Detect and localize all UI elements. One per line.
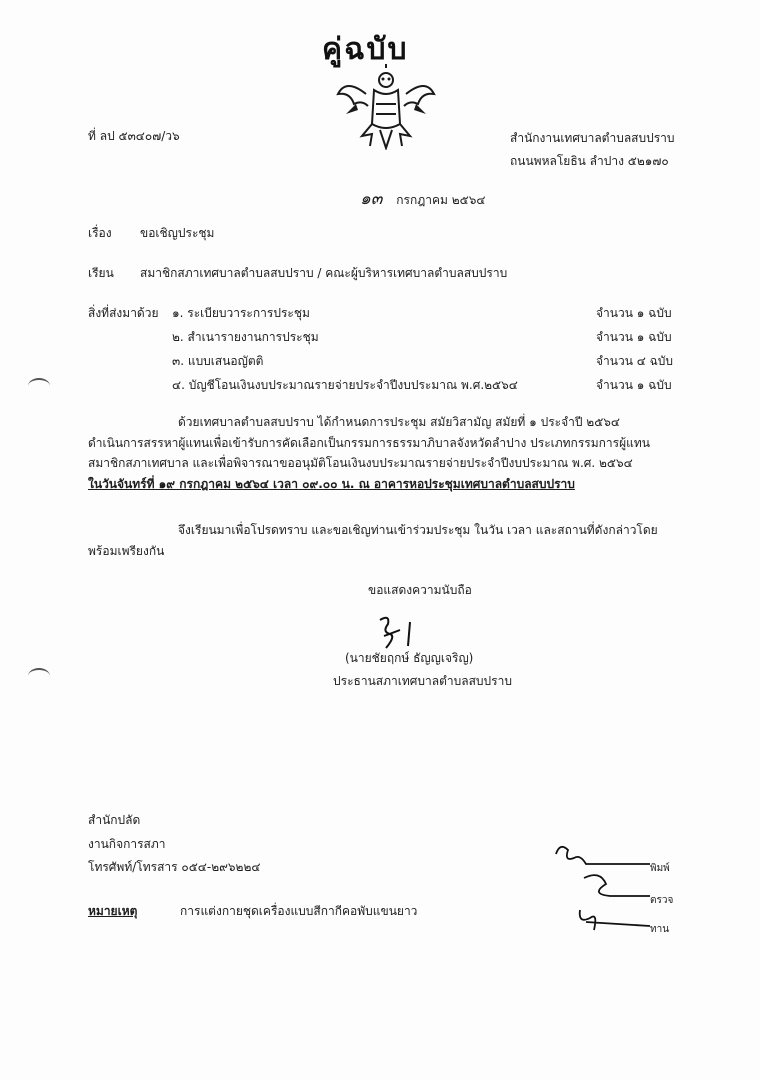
closing-phrase: ขอแสดงความนับถือ bbox=[368, 583, 472, 597]
punch-hole-mark bbox=[28, 378, 50, 394]
initial-typed-label: พิมพ์ bbox=[650, 863, 670, 874]
body-paragraph-1 bbox=[88, 412, 700, 494]
body-paragraph-2 bbox=[88, 520, 700, 561]
office-name: สำนักงานเทศบาลตำบลสบปราบ bbox=[510, 131, 675, 145]
document-number: ที่ ลป ๕๓๔๐๗/ว๖ bbox=[88, 129, 180, 143]
office-address: ถนนพหลโยธิน ลำปาง ๕๒๑๗๐ bbox=[510, 154, 669, 168]
punch-hole-mark bbox=[28, 668, 50, 684]
note-text: การแต่งกายชุดเครื่องแบบสีกากีคอพับแขนยาว bbox=[180, 904, 418, 918]
enclosure-item: ๓. แบบเสนอญัตติ bbox=[172, 354, 264, 368]
document-date bbox=[360, 189, 486, 209]
paragraph-line: สมาชิกสภาเทศบาล และเพื่อพิจารณาขออนุมัติโอนเงินงบประมาณรายจ่ายประจำปีงบประมาณ พ.ศ. ๒๕๖๔ bbox=[88, 456, 633, 470]
subject-label: เรื่อง bbox=[88, 226, 112, 240]
section-name: งานกิจการสภา bbox=[88, 837, 166, 851]
paragraph-line: ดำเนินการสรรหาผู้แทนเพื่อเข้ารับการคัดเลือกเป็นกรรมการธรรมาภิบาลจังหวัดลำปาง ประเภทกรรมการผู้แทน bbox=[88, 435, 650, 450]
date-day: ๑๓ bbox=[360, 189, 383, 209]
paragraph-line: จึงเรียนมาเพื่อโปรดทราบ และขอเชิญท่านเข้าร่วมประชุม ในวัน เวลา และสถานที่ดังกล่าวโดย bbox=[178, 523, 658, 537]
enclosure-item: ๑. ระเบียบวาระการประชุม bbox=[172, 306, 310, 320]
initials-scribbles bbox=[550, 840, 700, 936]
subject-text: ขอเชิญประชุม bbox=[140, 226, 215, 240]
enclosures-label: สิ่งที่ส่งมาด้วย bbox=[88, 306, 159, 320]
signer-position: ประธานสภาเทศบาลตำบลสบปราบ bbox=[333, 674, 512, 688]
enclosure-item: ๔. บัญชีโอนเงินงบประมาณรายจ่ายประจำปีงบประมาณ พ.ศ.๒๕๖๔ bbox=[172, 378, 518, 392]
paragraph-line: ด้วยเทศบาลตำบลสบปราบ ได้กำหนดการประชุม สมัยวิสามัญ สมัยที่ ๑ ประจำปี ๒๕๖๔ bbox=[178, 415, 620, 429]
enclosure-count: จำนวน ๑ ฉบับ bbox=[596, 378, 672, 392]
enclosure-count: จำนวน ๔ ฉบับ bbox=[596, 354, 674, 368]
contact-phone: โทรศัพท์/โทรสาร ๐๕๔-๒๙๖๒๒๔ bbox=[88, 860, 261, 874]
date-month-year: กรกฎาคม ๒๕๖๔ bbox=[396, 193, 486, 207]
enclosure-count: จำนวน ๑ ฉบับ bbox=[596, 306, 672, 320]
garuda-emblem-icon bbox=[336, 64, 436, 150]
copy-stamp: คู่ฉบับ bbox=[322, 32, 409, 67]
signer-name: (นายชัยฤกษ์ ธัญญเจริญ) bbox=[345, 651, 474, 665]
department-name: สำนักปลัด bbox=[88, 813, 141, 827]
initial-reviewed-label: ทาน bbox=[650, 924, 670, 935]
meeting-datetime-place: ในวันจันทร์ที่ ๑๙ กรกฎาคม ๒๕๖๔ เวลา ๐๙.๐๐ น. ณ อาคารหอประชุมเทศบาลตำบลสบปราบ bbox=[88, 476, 575, 491]
handwritten-signature bbox=[370, 612, 440, 656]
initial-checked-label: ตรวจ bbox=[650, 895, 674, 906]
note-label: หมายเหตุ bbox=[88, 904, 138, 918]
recipient-label: เรียน bbox=[88, 266, 114, 280]
recipient-text: สมาชิกสภาเทศบาลตำบลสบปราบ / คณะผู้บริหารเทศบาลตำบลสบปราบ bbox=[140, 266, 508, 280]
enclosure-count: จำนวน ๑ ฉบับ bbox=[596, 330, 672, 344]
enclosure-item: ๒. สำเนารายงานการประชุม bbox=[172, 330, 319, 344]
paragraph-line: พร้อมเพรียงกัน bbox=[88, 543, 165, 558]
